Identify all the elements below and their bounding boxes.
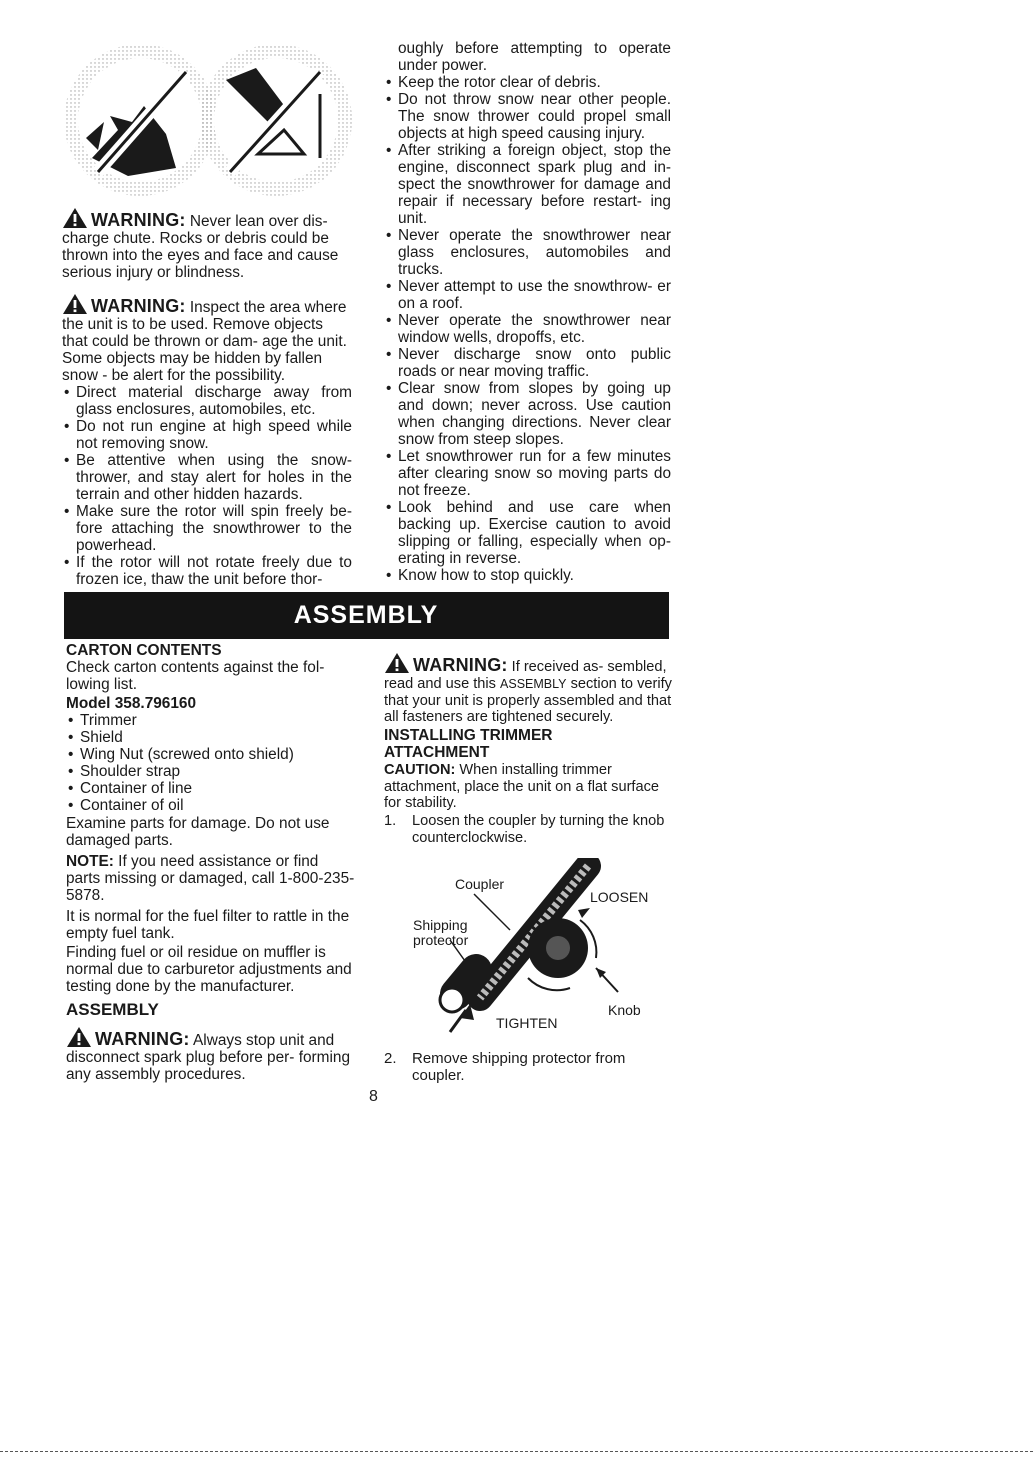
- continuation-text: oughly before attempting to operate under power.: [398, 40, 671, 74]
- list-item: • If the rotor will not rotate freely due to frozen ice, thaw the unit before thor-: [62, 554, 352, 588]
- warning-label: WARNING:: [91, 296, 186, 316]
- protector-label: protector: [413, 932, 469, 948]
- left-prohibition-icon: [64, 44, 216, 196]
- list-item: • Clear snow from slopes by going up and down; never across. Use caution when changing directions. Never clear snow from steep slopes.: [384, 380, 671, 448]
- list-item: • Container of oil: [66, 797, 356, 814]
- list-item: • Know how to stop quickly.: [384, 567, 671, 584]
- warning-triangle-icon: [384, 652, 410, 674]
- caution-label: CAUTION:: [384, 761, 456, 778]
- list-item: • Never discharge snow onto public roads or near moving traffic.: [384, 346, 671, 380]
- examine-text: Examine parts for damage. Do not use damaged parts.: [66, 815, 330, 849]
- safety-bullet-list: [62, 384, 352, 588]
- warning-lead: Never lean over dis-: [189, 213, 328, 230]
- warning-text: sembled, read and use this: [384, 659, 667, 692]
- banner-edge: [668, 592, 669, 639]
- warning-label: WARNING:: [91, 210, 186, 230]
- carton-contents-section: [66, 642, 356, 1083]
- list-item: • Never operate the snowthrower near glass enclosures, automobiles and trucks.: [384, 227, 671, 278]
- list-item: • Container of line: [66, 780, 356, 797]
- warning-lead: Inspect the area: [189, 299, 301, 316]
- right-column-upper: [384, 40, 671, 584]
- note-text: If you need assistance or find parts missing or damaged, call 1-800-235-5878.: [66, 853, 355, 904]
- caution-paragraph: [384, 762, 674, 812]
- list-item: • Do not run engine at high speed while not removing snow.: [62, 418, 352, 452]
- residue-text: Finding fuel or oil residue on muffler is normal due to carburetor adjustments and testing done by the manufacturer.: [66, 944, 352, 995]
- list-item: • Be attentive when using the snow- thrower, and stay alert for holes in the terrain and other hidden hazards.: [62, 452, 352, 503]
- warning-text: section to verify that your unit is properly assembled and that all fasteners are tightened securely.: [384, 675, 672, 726]
- warning-paragraph: [62, 207, 352, 281]
- note-paragraph: [66, 853, 356, 904]
- coupler-diagram: [410, 858, 670, 1038]
- installing-trimmer-section: [384, 652, 674, 847]
- list-item: • Let snowthrower run for a few minutes after clearing snow so moving parts do not freeze.: [384, 448, 671, 499]
- loosen-label: LOOSEN: [590, 889, 649, 905]
- section-reference: ASSEMBLY: [500, 676, 567, 691]
- list-item: • Do not throw snow near other people. The snow thrower could propel small objects at high speed causing injury.: [384, 91, 671, 142]
- warning-text: charge chute. Rocks or debris could be thrown into the eyes and face and cause serious injury or blindness.: [62, 230, 339, 281]
- list-item: • Never attempt to use the snowthrow- er on a roof.: [384, 278, 671, 312]
- warning-text: and disconnect spark plug before per- forming any assembly procedures.: [66, 1032, 351, 1083]
- knob-label: Knob: [608, 1002, 641, 1018]
- list-item: • Never operate the snowthrower near window wells, dropoffs, etc.: [384, 312, 671, 346]
- tighten-label: TIGHTEN: [496, 1015, 558, 1031]
- step-2: [384, 1050, 674, 1084]
- step-text: Remove shipping protector from coupler.: [412, 1050, 626, 1084]
- coupler-label: Coupler: [455, 876, 505, 892]
- carton-intro: Check carton contents against the fol- lowing list.: [66, 659, 325, 693]
- step-text: Loosen the coupler by turning the knob counterclockwise.: [412, 813, 665, 846]
- section-heading: CARTON CONTENTS: [66, 642, 222, 659]
- fuel-filter-text: It is normal for the fuel filter to rattle in the empty fuel tank.: [66, 908, 350, 942]
- warning-lead: If received as-: [511, 659, 604, 675]
- list-item: • Shoulder strap: [66, 763, 356, 780]
- list-item: • Trimmer: [66, 712, 356, 729]
- list-item: • Make sure the rotor will spin freely be- fore attaching the snowthrower to the powerhead.: [62, 503, 352, 554]
- safety-bullet-list: [384, 74, 671, 584]
- install-heading: [384, 728, 674, 762]
- warning-label: WARNING:: [413, 655, 508, 675]
- list-item: • Keep the rotor clear of debris.: [384, 74, 671, 91]
- warning-lead: Always stop unit: [193, 1032, 305, 1049]
- step-1: [384, 813, 674, 847]
- assembly-heading: ASSEMBLY: [66, 1000, 159, 1019]
- list-item: • Shield: [66, 729, 356, 746]
- warning-triangle-icon: [62, 293, 88, 315]
- warning-text: where the unit is to be used. Remove objects that could be thrown or dam- age the unit. Some objects may be hidden by fallen snow - be alert for the possibility.: [62, 299, 347, 384]
- snowthrower-caution-illustration: [58, 38, 358, 198]
- install-warning-paragraph: [384, 652, 674, 726]
- list-item: • Wing Nut (screwed onto shield): [66, 746, 356, 763]
- install-heading-line-1: INSTALLING TRIMMER: [384, 727, 553, 745]
- list-item: • Direct material discharge away from glass enclosures, automobiles, etc.: [62, 384, 352, 418]
- list-item: • Look behind and use care when backing up. Exercise caution to avoid slipping or falling, especially when op- erating in reverse.: [384, 499, 671, 567]
- caution-text: When installing trimmer attachment, place the unit on a flat surface for stability.: [384, 761, 660, 812]
- right-prohibition-icon: [200, 44, 352, 196]
- list-item: • After striking a foreign object, stop the engine, disconnect spark plug and in- spect the snowthrower for damage and repair if necessary before restart- ing unit.: [384, 142, 671, 227]
- carton-item-list: [66, 712, 356, 814]
- warning-label: WARNING:: [95, 1029, 190, 1049]
- step-number: 1.: [384, 813, 397, 830]
- model-number: Model 358.796160: [66, 695, 197, 712]
- page-number: 8: [369, 1088, 378, 1105]
- warning-triangle-icon: [66, 1026, 92, 1048]
- left-column-upper: [62, 207, 352, 588]
- assembly-warning-paragraph: [66, 1026, 356, 1083]
- page-bottom-rule: [0, 1451, 1033, 1453]
- shipping-label: Shipping: [413, 917, 468, 933]
- warning-paragraph: [62, 293, 352, 384]
- section-banner: ASSEMBLY: [64, 592, 668, 639]
- step-number: 2.: [384, 1050, 397, 1067]
- install-heading-line-2: ATTACHMENT: [384, 743, 490, 761]
- note-label: NOTE:: [66, 853, 114, 870]
- warning-triangle-icon: [62, 207, 88, 229]
